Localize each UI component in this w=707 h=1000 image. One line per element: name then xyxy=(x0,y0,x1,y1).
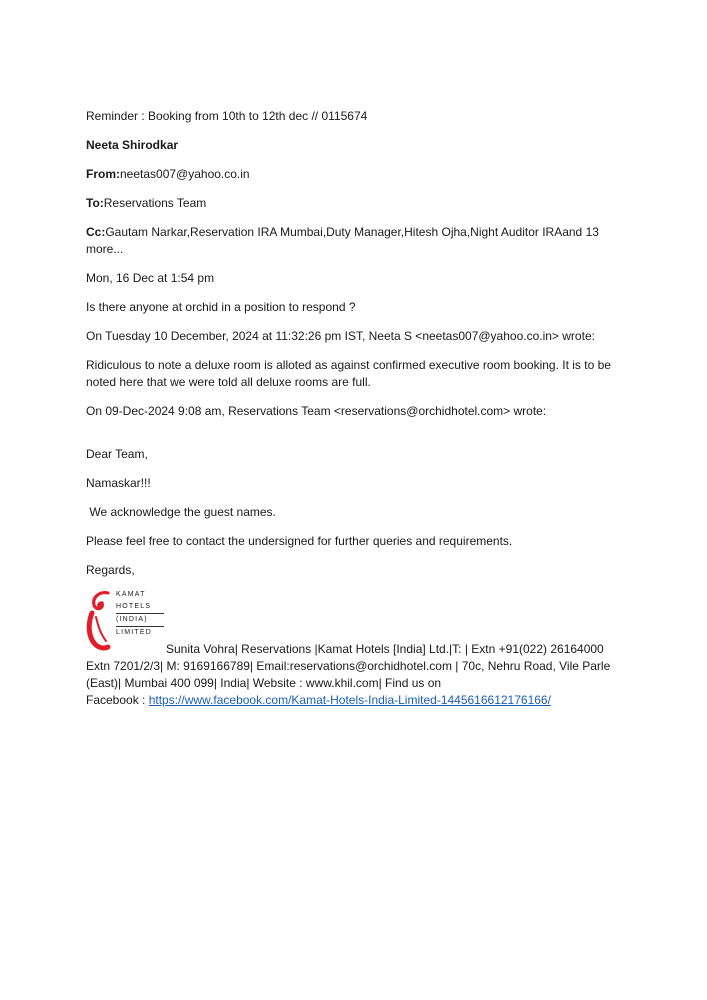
facebook-line xyxy=(86,692,626,709)
cc-label: Cc: xyxy=(86,225,106,239)
greeting: Dear Team, xyxy=(86,447,148,461)
quote1-header: On Tuesday 10 December, 2024 at 11:32:26 pm IST, Neeta S <neetas007@yahoo.co.in> wrote: xyxy=(86,329,595,343)
namaskar: Namaskar!!! xyxy=(86,476,151,490)
email-date: Mon, 16 Dec at 1:54 pm xyxy=(86,271,215,285)
logo-word: LIMITED xyxy=(116,629,153,636)
signature-text xyxy=(86,587,626,709)
contact-line: Please feel free to contact the undersigned for further queries and requirements. xyxy=(86,534,513,548)
to-label: To: xyxy=(86,196,104,210)
email-subject: Reminder : Booking from 10th to 12th dec // 0115674 xyxy=(86,109,368,123)
cc-value: Gautam Narkar,Reservation IRA Mumbai,Duty Manager,Hitesh Ojha,Night Auditor IRAand 13 more... xyxy=(86,225,599,256)
logo-word: KAMAT xyxy=(116,591,146,598)
logo-word: (INDIA) xyxy=(116,614,164,627)
email-document xyxy=(86,108,626,709)
from-value: neetas007@yahoo.co.in xyxy=(120,167,250,181)
kamat-hotels-logo xyxy=(86,587,166,651)
cc-line xyxy=(86,224,626,258)
spacer xyxy=(86,432,626,446)
signature-line-3: (East)| Mumbai 400 099| India| Website : www.khil.com| Find us on xyxy=(86,676,442,690)
quote2-header: On 09-Dec-2024 9:08 am, Reservations Team <reservations@orchidhotel.com> wrote: xyxy=(86,404,547,418)
regards: Regards, xyxy=(86,563,135,577)
acknowledgement: We acknowledge the guest names. xyxy=(86,505,276,519)
to-line xyxy=(86,195,626,212)
signature-block xyxy=(86,587,626,709)
to-value: Reservations Team xyxy=(103,196,207,210)
signature-line-2: Extn 7201/2/3| M: 9169166789| Email:reservations@orchidhotel.com | 70c, Nehru Road, Vile Parle xyxy=(86,659,611,673)
kamat-swirl-icon xyxy=(86,587,120,651)
sender-name: Neeta Shirodkar xyxy=(86,138,179,152)
signature-line-1: Sunita Vohra| Reservations |Kamat Hotels [India] Ltd.|T: | Extn +91(022) 26164000 xyxy=(166,642,604,656)
body-question: Is there anyone at orchid in a position to respond ? xyxy=(86,300,356,314)
logo-word: HOTELS xyxy=(116,601,164,614)
from-label: From: xyxy=(86,167,120,181)
from-line xyxy=(86,166,626,183)
logo-text xyxy=(116,589,164,639)
facebook-link[interactable]: https://www.facebook.com/Kamat-Hotels-India-Limited-1445616612176166/ xyxy=(148,693,551,707)
quote1-body: Ridiculous to note a deluxe room is alloted as against confirmed executive room booking. It is to be noted here that we were told all deluxe rooms are full. xyxy=(86,358,611,389)
facebook-label: Facebook : xyxy=(86,693,149,707)
